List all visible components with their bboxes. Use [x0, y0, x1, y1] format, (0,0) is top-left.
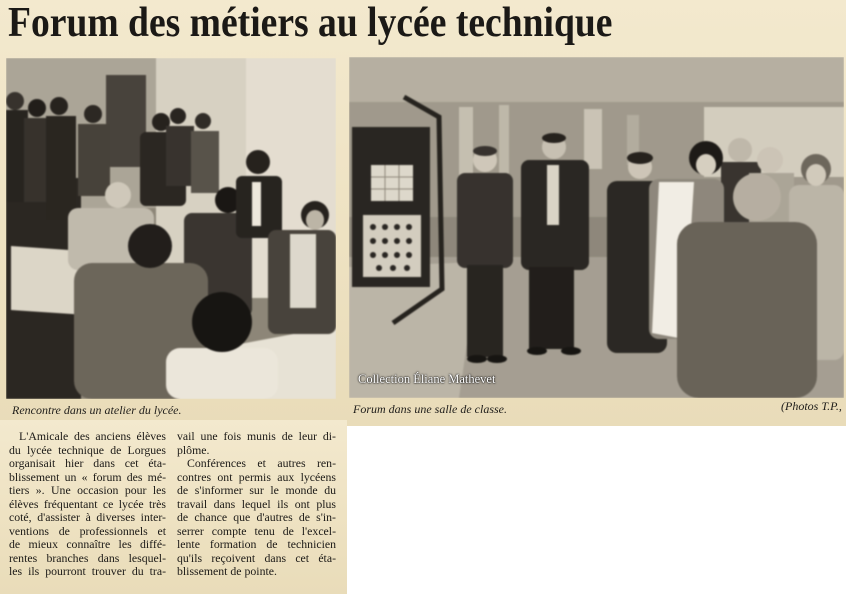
classroom-photo-image: [349, 57, 844, 398]
article-line: de s'informer sur le monde du: [177, 483, 336, 497]
article-line: Conférences et autres ren-: [187, 456, 336, 470]
article-line: ventions de professionnels et: [9, 523, 166, 538]
photo-credit: (Photos T.P.,: [781, 399, 842, 413]
article-headline: Forum des métiers au lycée technique: [8, 0, 613, 46]
article-line: coté, d'assister à diverses inter-: [9, 510, 166, 524]
article-line: de mieux connaître les diffé-: [9, 537, 166, 551]
article-line: tiers ». Une occasion pour les: [9, 483, 166, 497]
photo-caption-right: Forum dans une salle de classe.: [353, 402, 507, 416]
article-line: plôme.: [177, 442, 210, 457]
classroom-photo: [349, 57, 844, 398]
article-column-2: [177, 430, 336, 579]
workshop-photo-image: [6, 58, 336, 399]
article-line: L'Amicale des anciens élèves: [19, 429, 166, 443]
photo-caption-left: Rencontre dans un atelier du lycée.: [12, 403, 182, 417]
article-line: qu'ils reçoivent dans cet éta-: [177, 550, 336, 565]
article-line: élèves fréquentant ce lycée très: [9, 496, 166, 511]
article-line: les ils pourront trouver du tra-: [9, 564, 166, 578]
article-line: travail dans lequel ils ont plus: [177, 496, 336, 511]
article-line: organisait hier dans cet éta-: [9, 456, 166, 470]
article-line: lente formation de technicien: [177, 537, 336, 551]
collection-watermark: Collection Éliane Mathevet: [358, 372, 496, 386]
article-line: blissement un « forum des mé-: [9, 469, 166, 484]
article-line: du lycée technique de Lorgues: [9, 442, 166, 457]
article-line: vail une fois munis de leur di-: [177, 429, 336, 443]
article-line: de chance que d'autres de s'in-: [177, 510, 336, 524]
article-column-1: [9, 430, 166, 579]
article-line: serrer compte tenu de l'excel-: [177, 523, 336, 538]
article-line: contres ont permis aux lycéens: [177, 469, 336, 484]
article-line: rentes branches dans lesquel-: [9, 550, 166, 565]
article-line: blissement de pointe.: [177, 564, 277, 578]
workshop-photo: [6, 58, 336, 399]
